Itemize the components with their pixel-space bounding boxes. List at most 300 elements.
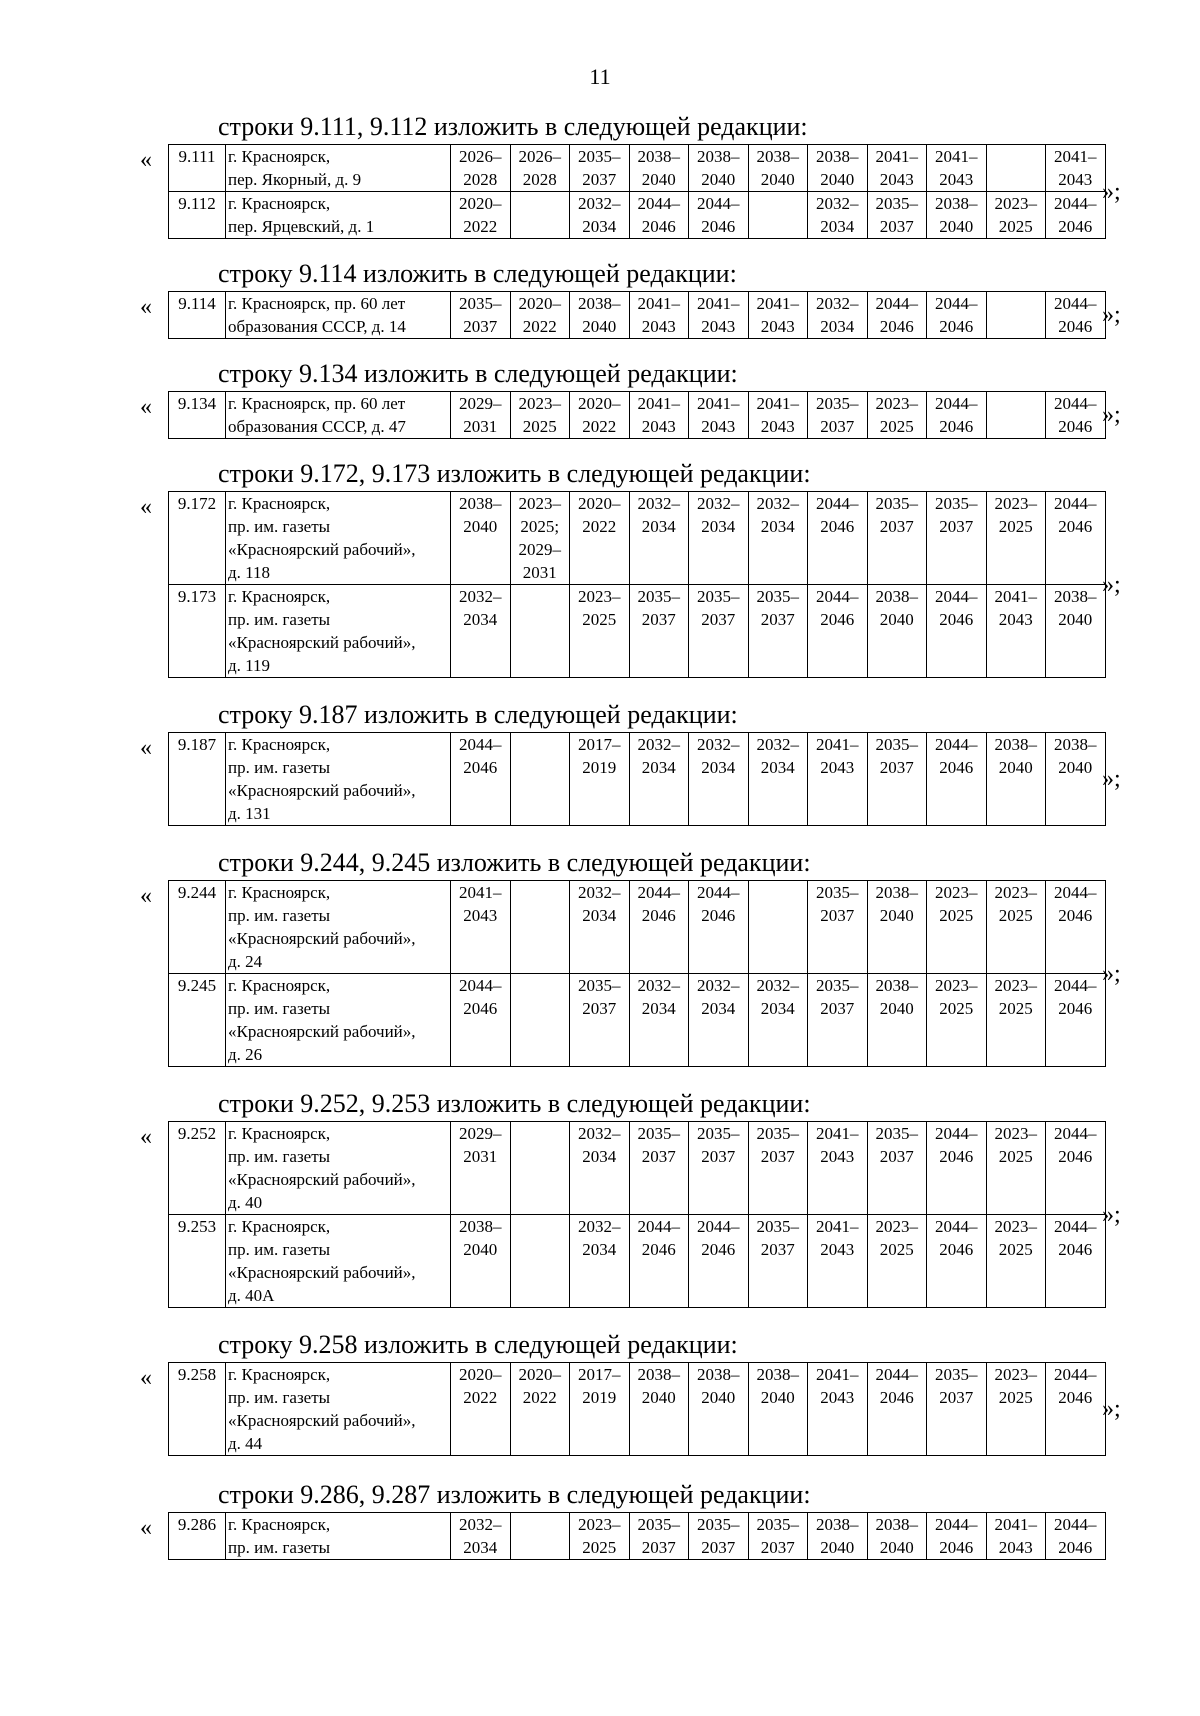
year-value: 2034 (463, 1538, 498, 1557)
amendment-table (168, 1362, 1106, 1456)
year-value: 2032– (756, 735, 799, 754)
section-heading: строку 9.134 изложить в следующей редакции: (218, 359, 738, 388)
year-value: 2020– (459, 1365, 502, 1384)
year-cell (986, 733, 1046, 826)
year-value: 2023– (578, 587, 621, 606)
year-cell (867, 492, 927, 585)
year-cell (689, 192, 749, 239)
year-cell (986, 292, 1046, 339)
year-value: 2037 (820, 999, 855, 1018)
address-line: г. Красноярск, (228, 587, 331, 606)
year-value: 2023– (994, 1217, 1037, 1236)
year-value: 2044– (697, 194, 740, 213)
year-value: 2020– (578, 394, 621, 413)
row-address (226, 145, 451, 192)
section-heading: строки 9.286, 9.287 изложить в следующей редакции: (218, 1480, 811, 1509)
year-cell (570, 733, 630, 826)
year-value: 2043 (879, 170, 914, 189)
address-line: г. Красноярск, (228, 1217, 331, 1236)
year-value: 2046 (820, 610, 855, 629)
year-cell (1046, 1513, 1106, 1560)
year-cell (808, 881, 868, 974)
year-value: 2040 (641, 170, 676, 189)
year-value: 2043 (998, 610, 1033, 629)
year-value: 2043 (1058, 170, 1093, 189)
year-cell (986, 192, 1046, 239)
address-line: пр. им. газеты (228, 1538, 331, 1557)
year-cell (451, 192, 511, 239)
amendment-sections (0, 110, 1200, 1560)
year-value: 2046 (1058, 999, 1093, 1018)
year-value: 2043 (641, 417, 676, 436)
row-code: 9.253 (169, 1215, 226, 1308)
year-value: 2046 (641, 217, 676, 236)
address-line: д. 118 (228, 563, 271, 582)
year-value: 2046 (701, 1240, 736, 1259)
year-value: 2025 (582, 610, 617, 629)
year-cell (629, 585, 689, 678)
address-line: г. Красноярск, (228, 1515, 331, 1534)
year-value: 2038– (875, 883, 918, 902)
year-cell (451, 492, 511, 585)
year-value: 2046 (1058, 1147, 1093, 1166)
address-line: г. Красноярск, (228, 735, 331, 754)
year-value: 2038– (637, 1365, 680, 1384)
year-value: 2034 (701, 517, 736, 536)
year-cell (808, 392, 868, 439)
year-value: 2034 (760, 758, 795, 777)
year-value: 2044– (935, 735, 978, 754)
address-line: г. Красноярск, (228, 1365, 331, 1384)
year-cell (808, 192, 868, 239)
year-value: 2035– (875, 1124, 918, 1143)
open-quote: « (140, 494, 152, 520)
close-quote: »; (1102, 302, 1121, 328)
year-value: 2037 (641, 1147, 676, 1166)
section-heading: строку 9.114 изложить в следующей редакции: (218, 259, 737, 288)
year-value: 2046 (1058, 217, 1093, 236)
year-cell (629, 1513, 689, 1560)
year-value: 2025 (998, 217, 1033, 236)
year-value: 2032– (756, 976, 799, 995)
year-value: 2035– (637, 1515, 680, 1534)
open-quote: « (140, 1124, 152, 1150)
year-value: 2034 (582, 906, 617, 925)
year-value: 2029– (518, 540, 561, 559)
close-quote: »; (1102, 1201, 1121, 1228)
year-value: 2041– (875, 147, 918, 166)
year-value: 2040 (1058, 610, 1093, 629)
year-value: 2034 (641, 999, 676, 1018)
year-value: 2023– (994, 494, 1037, 513)
row-code: 9.252 (169, 1122, 226, 1215)
year-value: 2022 (463, 217, 498, 236)
address-line: г. Красноярск, (228, 494, 331, 513)
year-value: 2044– (1054, 1124, 1097, 1143)
year-value: 2034 (582, 1147, 617, 1166)
row-address (226, 492, 451, 585)
open-quote: « (140, 394, 152, 420)
year-value: 2029– (459, 1124, 502, 1143)
year-value: 2044– (1054, 1515, 1097, 1534)
address-line: г. Красноярск, пр. 60 лет (228, 294, 406, 313)
year-cell (1046, 1122, 1106, 1215)
year-value: 2046 (701, 217, 736, 236)
row-code: 9.111 (169, 145, 226, 192)
year-value: 2038– (994, 735, 1037, 754)
address-line: «Красноярский рабочий», (228, 540, 416, 559)
year-value: 2034 (641, 758, 676, 777)
year-value: 2020– (459, 194, 502, 213)
row-code: 9.114 (169, 292, 226, 339)
address-line: «Красноярский рабочий», (228, 1263, 416, 1282)
year-cell (629, 292, 689, 339)
year-value: 2038– (459, 1217, 502, 1236)
year-value: 2025 (879, 417, 914, 436)
year-cell (689, 292, 749, 339)
year-value: 2022 (582, 517, 617, 536)
year-value: 2044– (935, 1124, 978, 1143)
year-value: 2046 (1058, 1388, 1093, 1407)
year-value: 2044– (816, 587, 859, 606)
year-value: 2040 (760, 1388, 795, 1407)
year-value: 2044– (935, 394, 978, 413)
year-value: 2035– (459, 294, 502, 313)
year-value: 2040 (879, 610, 914, 629)
year-value: 2041– (816, 735, 859, 754)
year-value: 2035– (637, 1124, 680, 1143)
row-code: 9.187 (169, 733, 226, 826)
year-value: 2020– (518, 1365, 561, 1384)
year-cell (510, 1122, 570, 1215)
year-value: 2041– (697, 394, 740, 413)
address-line: пр. им. газеты (228, 1147, 331, 1166)
amendment-section (0, 1087, 1200, 1308)
year-value: 2046 (939, 317, 974, 336)
year-value: 2034 (820, 217, 855, 236)
year-value: 2035– (578, 976, 621, 995)
year-cell (689, 392, 749, 439)
year-cell (748, 1513, 808, 1560)
year-value: 2017– (578, 735, 621, 754)
year-value: 2025 (998, 1147, 1033, 1166)
year-cell (510, 392, 570, 439)
section-heading: строки 9.252, 9.253 изложить в следующей редакции: (218, 1089, 811, 1118)
year-value: 2044– (459, 735, 502, 754)
year-value: 2041– (637, 294, 680, 313)
year-cell (510, 974, 570, 1067)
table-row (169, 145, 1106, 192)
row-code: 9.245 (169, 974, 226, 1067)
row-address (226, 585, 451, 678)
row-code: 9.244 (169, 881, 226, 974)
year-value: 2040 (641, 1388, 676, 1407)
year-value: 2044– (1054, 294, 1097, 313)
year-value: 2041– (994, 587, 1037, 606)
year-cell (986, 974, 1046, 1067)
year-cell (1046, 492, 1106, 585)
year-cell (986, 585, 1046, 678)
year-cell (808, 492, 868, 585)
section-heading: строки 9.111, 9.112 изложить в следующей редакции: (218, 112, 808, 141)
year-value: 2037 (939, 517, 974, 536)
year-value: 2035– (816, 976, 859, 995)
address-line: пр. им. газеты (228, 758, 331, 777)
year-value: 2023– (935, 883, 978, 902)
year-cell (1046, 145, 1106, 192)
section-heading: строки 9.244, 9.245 изложить в следующей редакции: (218, 848, 811, 877)
address-line: г. Красноярск, (228, 1124, 331, 1143)
year-value: 2044– (637, 1217, 680, 1236)
year-value: 2023– (994, 194, 1037, 213)
year-value: 2043 (820, 1388, 855, 1407)
year-value: 2044– (1054, 494, 1097, 513)
year-cell (570, 1513, 630, 1560)
year-value: 2022 (463, 1388, 498, 1407)
year-cell (927, 881, 987, 974)
year-value: 2032– (578, 1124, 621, 1143)
year-value: 2038– (935, 194, 978, 213)
year-value: 2023– (994, 1365, 1037, 1384)
year-cell (451, 1122, 511, 1215)
year-cell (748, 733, 808, 826)
year-cell (927, 1122, 987, 1215)
address-line: г. Красноярск, (228, 147, 331, 166)
year-value: 2032– (637, 735, 680, 754)
table-wrapper (0, 391, 1200, 439)
year-value: 2041– (816, 1217, 859, 1236)
year-cell (629, 881, 689, 974)
year-cell (451, 585, 511, 678)
open-quote: « (140, 147, 152, 173)
year-value: 2040 (820, 1538, 855, 1557)
address-line: д. 40 (228, 1193, 263, 1212)
year-value: 2041– (816, 1124, 859, 1143)
close-quote: »; (1102, 960, 1121, 987)
year-cell (510, 192, 570, 239)
year-value: 2043 (701, 317, 736, 336)
year-cell (867, 881, 927, 974)
year-value: 2043 (701, 417, 736, 436)
year-value: 2041– (697, 294, 740, 313)
year-cell (867, 585, 927, 678)
year-value: 2022 (522, 1388, 557, 1407)
year-value: 2035– (697, 1515, 740, 1534)
year-cell (629, 1122, 689, 1215)
year-cell (689, 492, 749, 585)
close-quote: »; (1102, 571, 1121, 598)
address-line: «Красноярский рабочий», (228, 1411, 416, 1430)
year-value: 2044– (697, 1217, 740, 1236)
year-value: 2035– (697, 587, 740, 606)
year-value: 2035– (816, 394, 859, 413)
year-value: 2041– (935, 147, 978, 166)
year-cell (748, 585, 808, 678)
table-wrapper (0, 1362, 1200, 1456)
year-value: 2025 (998, 1240, 1033, 1259)
year-cell (570, 585, 630, 678)
year-value: 2046 (939, 1240, 974, 1259)
row-address (226, 392, 451, 439)
year-cell (570, 392, 630, 439)
amendment-section (0, 457, 1200, 678)
row-address (226, 192, 451, 239)
amendment-table (168, 1512, 1106, 1560)
year-value: 2034 (582, 217, 617, 236)
year-cell (748, 881, 808, 974)
year-cell (867, 1363, 927, 1456)
amendment-table (168, 491, 1106, 678)
year-cell (451, 292, 511, 339)
year-value: 2023– (518, 394, 561, 413)
year-cell (451, 1363, 511, 1456)
year-cell (689, 1215, 749, 1308)
year-cell (570, 1122, 630, 1215)
year-value: 2044– (1054, 1365, 1097, 1384)
table-row (169, 392, 1106, 439)
year-cell (629, 1215, 689, 1308)
year-cell (451, 1215, 511, 1308)
year-value: 2046 (939, 417, 974, 436)
year-value: 2044– (459, 976, 502, 995)
year-value: 2038– (875, 1515, 918, 1534)
year-value: 2037 (582, 170, 617, 189)
year-cell (927, 1363, 987, 1456)
year-value: 2043 (820, 1240, 855, 1259)
year-value: 2046 (463, 758, 498, 777)
table-row (169, 492, 1106, 585)
close-quote: »; (1102, 402, 1121, 428)
year-cell (1046, 733, 1106, 826)
year-value: 2025 (939, 999, 974, 1018)
year-cell (808, 1363, 868, 1456)
year-value: 2046 (1058, 417, 1093, 436)
year-value: 2037 (701, 1147, 736, 1166)
year-value: 2026– (518, 147, 561, 166)
table-wrapper (0, 144, 1200, 239)
year-value: 2044– (637, 194, 680, 213)
row-code: 9.173 (169, 585, 226, 678)
year-value: 2034 (760, 517, 795, 536)
year-cell (808, 974, 868, 1067)
year-cell (748, 392, 808, 439)
row-address (226, 1215, 451, 1308)
year-value: 2040 (879, 906, 914, 925)
year-value: 2023– (518, 494, 561, 513)
year-value: 2035– (816, 883, 859, 902)
table-wrapper (0, 291, 1200, 339)
year-cell (510, 1363, 570, 1456)
address-line: г. Красноярск, (228, 883, 331, 902)
year-cell (689, 733, 749, 826)
year-value: 2031 (463, 1147, 498, 1166)
year-value: 2041– (816, 1365, 859, 1384)
year-value: 2038– (697, 147, 740, 166)
year-cell (510, 292, 570, 339)
year-value: 2046 (820, 517, 855, 536)
row-address (226, 1363, 451, 1456)
year-value: 2038– (756, 147, 799, 166)
table-row (169, 1513, 1106, 1560)
year-value: 2034 (641, 517, 676, 536)
year-value: 2038– (1054, 735, 1097, 754)
year-value: 2044– (935, 1515, 978, 1534)
open-quote: « (140, 883, 152, 909)
year-value: 2044– (935, 587, 978, 606)
year-value: 2037 (820, 906, 855, 925)
year-cell (867, 192, 927, 239)
year-cell (1046, 392, 1106, 439)
address-line: г. Красноярск, (228, 194, 331, 213)
row-address (226, 881, 451, 974)
year-cell (986, 1513, 1046, 1560)
year-value: 2044– (1054, 1217, 1097, 1236)
year-value: 2035– (935, 494, 978, 513)
open-quote: « (140, 1515, 152, 1541)
year-value: 2032– (578, 883, 621, 902)
table-row (169, 192, 1106, 239)
year-value: 2023– (875, 1217, 918, 1236)
address-line: пр. им. газеты (228, 906, 331, 925)
amendment-table (168, 291, 1106, 339)
year-value: 2040 (1058, 758, 1093, 777)
year-value: 2040 (463, 517, 498, 536)
year-value: 2044– (697, 883, 740, 902)
year-value: 2034 (582, 1240, 617, 1259)
year-cell (629, 733, 689, 826)
year-cell (927, 145, 987, 192)
year-cell (570, 292, 630, 339)
year-value: 2020– (578, 494, 621, 513)
amendment-section (0, 1328, 1200, 1456)
year-cell (689, 1363, 749, 1456)
year-cell (1046, 974, 1106, 1067)
year-cell (927, 974, 987, 1067)
year-value: 2035– (875, 194, 918, 213)
year-value: 2043 (463, 906, 498, 925)
open-quote: « (140, 735, 152, 761)
year-value: 2032– (637, 494, 680, 513)
amendment-section (0, 1478, 1200, 1560)
year-value: 2032– (578, 1217, 621, 1236)
year-cell (689, 881, 749, 974)
year-value: 2017– (578, 1365, 621, 1384)
table-row (169, 1215, 1106, 1308)
year-cell (510, 1215, 570, 1308)
year-cell (986, 392, 1046, 439)
year-value: 2040 (939, 217, 974, 236)
year-cell (1046, 1363, 1106, 1456)
year-value: 2023– (994, 883, 1037, 902)
year-value: 2031 (522, 563, 557, 582)
year-value: 2034 (701, 758, 736, 777)
year-cell (510, 585, 570, 678)
address-line: «Красноярский рабочий», (228, 1022, 416, 1041)
year-value: 2037 (701, 1538, 736, 1557)
year-value: 2037 (760, 1538, 795, 1557)
year-value: 2037 (701, 610, 736, 629)
year-cell (1046, 292, 1106, 339)
year-value: 2019 (582, 1388, 617, 1407)
year-cell (986, 145, 1046, 192)
year-cell (927, 292, 987, 339)
year-value: 2044– (1054, 194, 1097, 213)
row-address (226, 292, 451, 339)
year-cell (629, 974, 689, 1067)
year-value: 2028 (522, 170, 557, 189)
year-cell (927, 1513, 987, 1560)
amendment-table (168, 144, 1106, 239)
